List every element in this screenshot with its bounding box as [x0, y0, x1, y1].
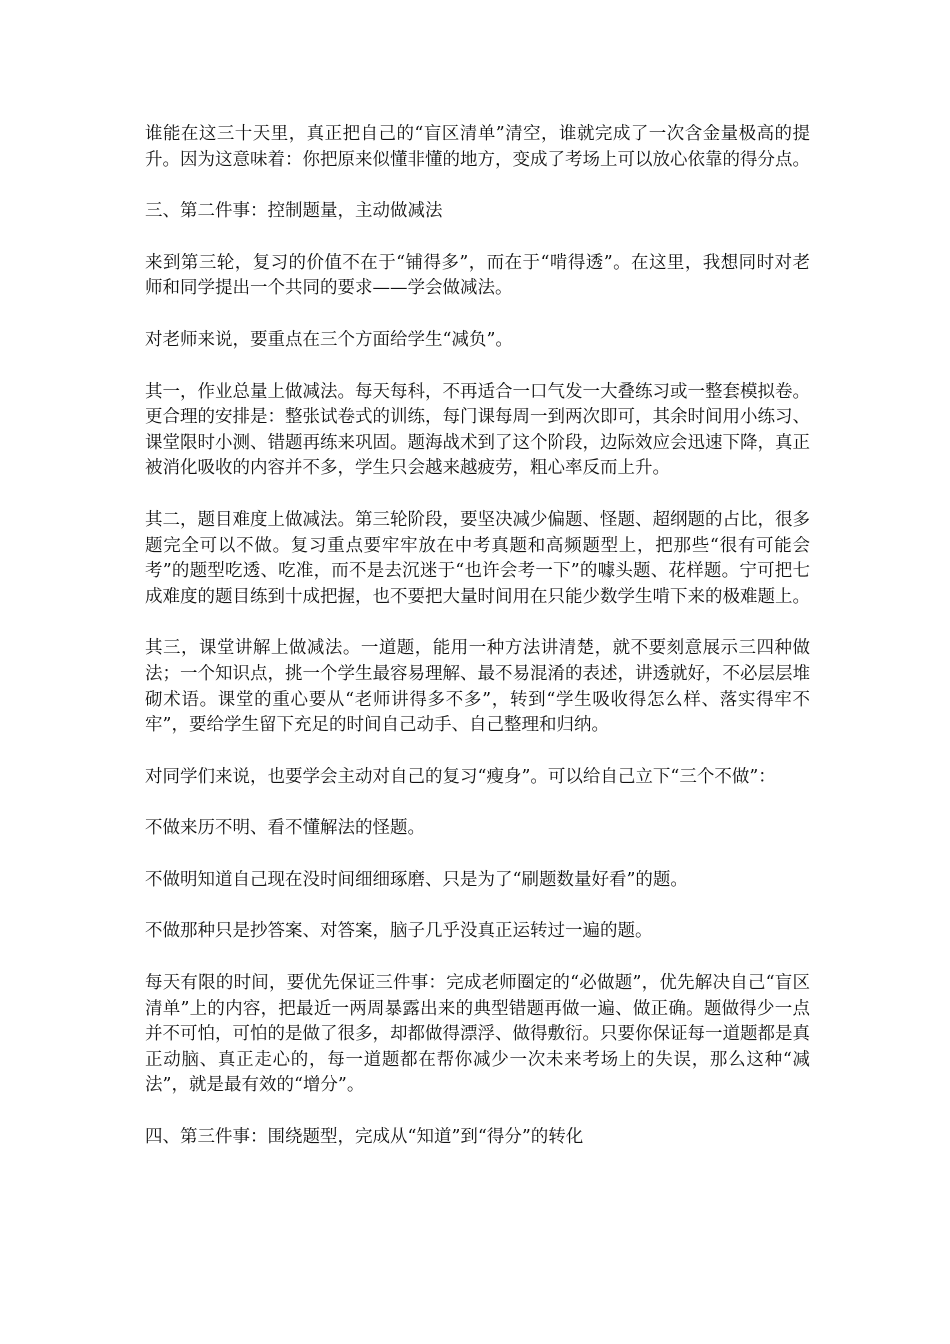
- paragraph-teachers-reduce: 对老师来说，要重点在三个方面给学生“减负”。: [145, 329, 513, 350]
- paragraph-students-slim: 对同学们来说，也要学会主动对自己的复习“瘦身”。可以给自己立下“三个不做”：: [145, 766, 776, 787]
- paragraph-point-one: 其一，作业总量上做减法。每天每科，不再适合一口气发一大叠练习或一整套模拟卷。更合理的安排是：整张试卷式的训练，每门课每周一到两次即可，其余时间用小练习、课堂限时小测、错题再练来巩固。题海战术到了这个阶段，边际效应会迅速下降，真正被消化吸收的内容并不多，学生只会越来越疲劳，粗心率反而上升。: [145, 381, 810, 479]
- section-heading-3: 三、第二件事：控制题量，主动做减法: [145, 201, 443, 222]
- paragraph-point-two: 其二，题目难度上做减法。第三轮阶段，要坚决减少偏题、怪题、超纲题的占比，很多题完全可以不做。复习重点要牢牢放在中考真题和高频题型上，把那些“很有可能会考”的题型吃透、吃准，而不是去沉迷于“也许会考一下”的噱头题、花样题。宁可把七成难度的题目练到十成把握，也不要把大量时间用在只能少数学生啃下来的极难题上。: [145, 509, 810, 607]
- paragraph-dont-three: 不做那种只是抄答案、对答案，脑子几乎没真正运转过一遍的题。: [145, 921, 653, 942]
- paragraph-daily-priority: 每天有限的时间，要优先保证三件事：完成老师圈定的“必做题”，优先解决自己“盲区清单”上的内容，把最近一两周暴露出来的典型错题再做一遍、做正确。题做得少一点并不可怕，可怕的是做了很多，却都做得漂浮、做得敷衍。只要你保证每一道题都是真正动脑、真正走心的，每一道题都在帮你减少一次未来考场上的失误，那么这种“减法”，就是最有效的“增分”。: [145, 973, 810, 1096]
- paragraph-point-three: 其三，课堂讲解上做减法。一道题，能用一种方法讲清楚，就不要刻意展示三四种做法；一个知识点，挑一个学生最容易理解、最不易混淆的表述，讲透就好，不必层层堆砌术语。课堂的重心要从“老师讲得多不多”，转到“学生吸收得怎么样、落实得牢不牢”，要给学生留下充足的时间自己动手、自己整理和归纳。: [145, 638, 810, 736]
- paragraph-third-round-intro: 来到第三轮，复习的价值不在于“铺得多”，而在于“啃得透”。在这里，我想同时对老师和同学提出一个共同的要求——学会做减法。: [145, 252, 810, 299]
- section-heading-4: 四、第三件事：围绕题型，完成从“知道”到“得分”的转化: [145, 1127, 584, 1148]
- paragraph-dont-one: 不做来历不明、看不懂解法的怪题。: [145, 818, 425, 839]
- paragraph-blind-spot-list: 谁能在这三十天里，真正把自己的“盲区清单”清空，谁就完成了一次含金量极高的提升。因为这意味着：你把原来似懂非懂的地方，变成了考场上可以放心依靠的得分点。: [145, 124, 810, 170]
- document-page: [145, 122, 810, 1177]
- paragraph-dont-two: 不做明知道自己现在没时间细细琢磨、只是为了“刷题数量好看”的题。: [145, 869, 688, 890]
